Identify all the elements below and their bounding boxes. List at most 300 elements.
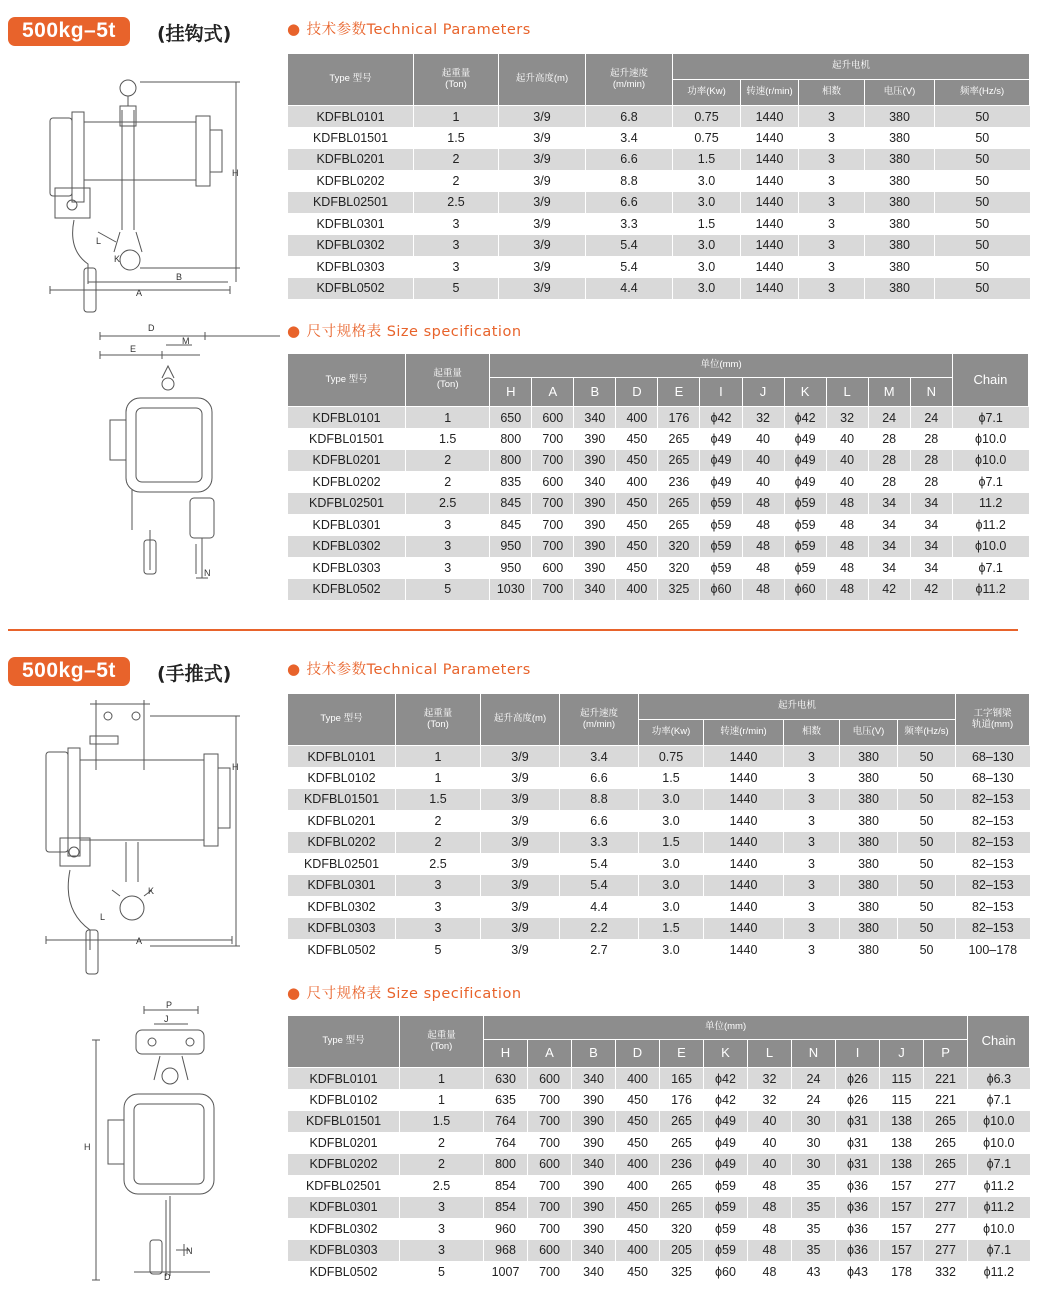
dim-label-j: J <box>164 1014 169 1024</box>
col-freq: 频率(Hz/s) <box>935 80 1030 106</box>
table-cell: 157 <box>880 1175 924 1197</box>
col-dim-p: P <box>924 1040 968 1068</box>
table-cell: 28 <box>910 471 952 493</box>
table-cell: 380 <box>840 918 898 940</box>
table-cell: 450 <box>616 557 658 579</box>
table-cell: 635 <box>484 1089 528 1111</box>
table-cell: 48 <box>748 1197 792 1219</box>
table-cell: 3/9 <box>481 746 560 768</box>
table-row <box>288 235 1030 257</box>
table-cell: ϕ59 <box>700 557 742 579</box>
bullet-icon: ● <box>287 20 301 38</box>
dim-label-a: A <box>136 288 143 298</box>
table-cell: 3/9 <box>499 127 586 149</box>
col-unit: 单位(mm) <box>484 1016 968 1040</box>
table-row <box>288 536 1029 558</box>
table-cell: 2 <box>414 170 499 192</box>
table-cell: 3/9 <box>481 918 560 940</box>
table-row <box>288 1218 1030 1240</box>
table-cell: ϕ49 <box>784 428 826 450</box>
cell-model: KDFBL0201 <box>288 149 414 171</box>
table-cell: 3 <box>784 939 840 961</box>
table-cell: 380 <box>865 192 935 214</box>
col-capacity: 起重量 (Ton) <box>400 1016 484 1068</box>
table-row <box>288 127 1030 149</box>
table-cell: ϕ11.2 <box>968 1197 1030 1219</box>
table-cell: 1440 <box>704 853 784 875</box>
table-cell: 43 <box>792 1261 836 1283</box>
table-cell: 30 <box>792 1154 836 1176</box>
table-cell: 332 <box>924 1261 968 1283</box>
table-cell: 3 <box>784 767 840 789</box>
cell-model: KDFBL0201 <box>288 450 406 472</box>
table-cell: 82–153 <box>956 810 1030 832</box>
table-cell: ϕ59 <box>704 1175 748 1197</box>
dim-label-l: L <box>100 912 106 922</box>
table-cell: 3 <box>784 832 840 854</box>
table-cell: 3/9 <box>481 810 560 832</box>
table-cell: 6.6 <box>586 192 673 214</box>
table-cell: 32 <box>748 1068 792 1090</box>
table-cell: 764 <box>484 1111 528 1133</box>
col-rpm: 转速(r/min) <box>741 80 799 106</box>
table-cell: 115 <box>880 1068 924 1090</box>
table-cell: 380 <box>865 235 935 257</box>
table-cell: 390 <box>572 1218 616 1240</box>
table-cell: 390 <box>574 450 616 472</box>
table-cell: 1440 <box>741 127 799 149</box>
table-cell: 3 <box>406 557 490 579</box>
table-cell: 1.5 <box>414 127 499 149</box>
table-cell: 1440 <box>704 875 784 897</box>
table-cell: 340 <box>572 1154 616 1176</box>
dim-label-d: D <box>148 323 155 333</box>
cell-model: KDFBL02501 <box>288 1175 400 1197</box>
cell-model: KDFBL02501 <box>288 853 396 875</box>
table-cell: 3 <box>784 896 840 918</box>
table-row <box>288 1132 1030 1154</box>
table-cell: 1 <box>396 746 481 768</box>
table-cell: 24 <box>792 1089 836 1111</box>
table-cell: 5.4 <box>560 853 639 875</box>
cell-model: KDFBL01501 <box>288 789 396 811</box>
table-cell: 50 <box>898 789 956 811</box>
table-row <box>288 407 1029 429</box>
table-cell: 68–130 <box>956 767 1030 789</box>
cell-model: KDFBL0502 <box>288 1261 400 1283</box>
table-cell: 800 <box>490 450 532 472</box>
table-cell: 236 <box>658 471 700 493</box>
col-type: Type 型号 <box>288 694 396 746</box>
table-cell: 3 <box>799 278 865 300</box>
table-cell: 700 <box>532 493 574 515</box>
table-row <box>288 939 1030 961</box>
table-cell: ϕ11.2 <box>952 579 1028 601</box>
table-cell: 1.5 <box>639 767 704 789</box>
table-cell: 854 <box>484 1197 528 1219</box>
col-chain: Chain <box>952 354 1028 407</box>
table-cell: 50 <box>935 170 1030 192</box>
col-dim-m: M <box>868 378 910 407</box>
table-cell: 50 <box>935 278 1030 300</box>
table-cell: 1 <box>406 407 490 429</box>
col-lift-speed: 起升速度 (m/min) <box>560 694 639 746</box>
table-cell: ϕ42 <box>784 407 826 429</box>
table-cell: 35 <box>792 1218 836 1240</box>
table-cell: 24 <box>792 1068 836 1090</box>
table-row <box>288 746 1030 768</box>
table-row <box>288 1089 1030 1111</box>
col-power: 功率(Kw) <box>673 80 741 106</box>
table-cell: 2 <box>396 810 481 832</box>
table-row <box>288 1261 1030 1283</box>
table-cell: 3 <box>799 127 865 149</box>
table-cell: 960 <box>484 1218 528 1240</box>
table-cell: 3.0 <box>639 789 704 811</box>
table-cell: 1.5 <box>639 832 704 854</box>
table-cell: 2.2 <box>560 918 639 940</box>
table-cell: 40 <box>742 428 784 450</box>
cell-model: KDFBL0202 <box>288 170 414 192</box>
cell-model: KDFBL0201 <box>288 1132 400 1154</box>
table-cell: 3/9 <box>481 939 560 961</box>
table-cell: 24 <box>868 407 910 429</box>
table-cell: 390 <box>572 1197 616 1219</box>
table-cell: 40 <box>742 471 784 493</box>
table-cell: 0.75 <box>673 127 741 149</box>
table-cell: 50 <box>935 127 1030 149</box>
bullet-icon: ● <box>287 322 301 340</box>
table-cell: 854 <box>484 1175 528 1197</box>
table-cell: ϕ26 <box>836 1068 880 1090</box>
col-unit: 单位(mm) <box>490 354 953 378</box>
table-cell: 5.4 <box>560 875 639 897</box>
col-dim-d: D <box>616 378 658 407</box>
table-cell: 3/9 <box>499 149 586 171</box>
table-cell: 5.4 <box>586 235 673 257</box>
table-cell: 700 <box>528 1197 572 1219</box>
table-cell: 450 <box>616 1218 660 1240</box>
table-cell: 800 <box>490 428 532 450</box>
cell-model: KDFBL01501 <box>288 127 414 149</box>
table-cell: 700 <box>528 1111 572 1133</box>
table-cell: 265 <box>924 1154 968 1176</box>
table-cell: 3.4 <box>586 127 673 149</box>
table-cell: 1440 <box>741 278 799 300</box>
table-cell: ϕ36 <box>836 1240 880 1262</box>
table-cell: 50 <box>898 875 956 897</box>
cell-model: KDFBL0502 <box>288 579 406 601</box>
table-cell: 178 <box>880 1261 924 1283</box>
table-row <box>288 896 1030 918</box>
table-cell: 3 <box>799 256 865 278</box>
table-cell: 400 <box>616 471 658 493</box>
table-cell: 28 <box>868 428 910 450</box>
table-cell: 40 <box>826 450 868 472</box>
table-cell: 3 <box>414 256 499 278</box>
table-cell: 50 <box>935 256 1030 278</box>
table-cell: 700 <box>532 428 574 450</box>
table-cell: 3 <box>414 213 499 235</box>
table-cell: 8.8 <box>586 170 673 192</box>
table-cell: 340 <box>572 1240 616 1262</box>
table-cell: 390 <box>572 1111 616 1133</box>
table-cell: 11.2 <box>952 493 1028 515</box>
table-cell: 50 <box>898 810 956 832</box>
table-cell: ϕ49 <box>700 450 742 472</box>
table-row <box>288 428 1029 450</box>
table-cell: 450 <box>616 1089 660 1111</box>
table-cell: 700 <box>528 1218 572 1240</box>
table-cell: 40 <box>826 428 868 450</box>
table-cell: 3 <box>784 810 840 832</box>
table-cell: 165 <box>660 1068 704 1090</box>
col-dim-e: E <box>658 378 700 407</box>
table-cell: 48 <box>742 514 784 536</box>
table-cell: 28 <box>910 450 952 472</box>
table-cell: 3 <box>396 918 481 940</box>
table-cell: 3 <box>799 235 865 257</box>
table-cell: 4.4 <box>560 896 639 918</box>
cell-model: KDFBL0302 <box>288 1218 400 1240</box>
table-cell: 400 <box>616 579 658 601</box>
table-cell: ϕ11.2 <box>968 1175 1030 1197</box>
dim-label-e: E <box>130 344 137 354</box>
table-cell: 3.0 <box>639 853 704 875</box>
col-dim-b: B <box>572 1040 616 1068</box>
table-cell: ϕ7.1 <box>968 1240 1030 1262</box>
table-cell: 2 <box>396 832 481 854</box>
table-cell: 35 <box>792 1240 836 1262</box>
col-phase: 相数 <box>799 80 865 106</box>
table-cell: 138 <box>880 1132 924 1154</box>
table-row <box>288 579 1029 601</box>
table-cell: 380 <box>840 746 898 768</box>
table-cell: ϕ59 <box>784 557 826 579</box>
table-cell: ϕ36 <box>836 1175 880 1197</box>
table-row <box>288 1111 1030 1133</box>
cell-model: KDFBL0303 <box>288 557 406 579</box>
table-cell: 380 <box>865 256 935 278</box>
table-cell: 450 <box>616 428 658 450</box>
table-cell: 28 <box>910 428 952 450</box>
table-row <box>288 493 1029 515</box>
section1-badge: 500kg–5t <box>8 17 130 46</box>
table-cell: ϕ49 <box>704 1132 748 1154</box>
table-cell: 82–153 <box>956 789 1030 811</box>
table-cell: 40 <box>748 1132 792 1154</box>
table-cell: ϕ60 <box>784 579 826 601</box>
table-cell: 600 <box>532 471 574 493</box>
table-cell: 265 <box>658 514 700 536</box>
table-cell: 700 <box>532 514 574 536</box>
table-cell: 0.75 <box>639 746 704 768</box>
table-cell: 380 <box>865 278 935 300</box>
table-cell: 100–178 <box>956 939 1030 961</box>
table-cell: 48 <box>748 1240 792 1262</box>
table-cell: 48 <box>748 1261 792 1283</box>
table-cell: 1.5 <box>673 213 741 235</box>
col-motor-group: 起升电机 <box>639 694 956 720</box>
table-cell: ϕ7.1 <box>952 557 1028 579</box>
table-cell: 265 <box>658 428 700 450</box>
table-cell: 82–153 <box>956 853 1030 875</box>
table-cell: 950 <box>490 557 532 579</box>
table-cell: 50 <box>898 832 956 854</box>
col-voltage: 电压(V) <box>865 80 935 106</box>
hoist-drawings <box>0 0 280 1295</box>
table-cell: ϕ49 <box>700 471 742 493</box>
table-cell: ϕ59 <box>784 493 826 515</box>
cell-model: KDFBL0201 <box>288 810 396 832</box>
table-row <box>288 1197 1030 1219</box>
table-cell: 1440 <box>741 192 799 214</box>
table-cell: 2 <box>400 1132 484 1154</box>
table-cell: 3.0 <box>673 278 741 300</box>
dim-label-b: B <box>176 272 183 282</box>
table-cell: 30 <box>792 1132 836 1154</box>
dim-label-a: A <box>136 936 143 946</box>
cell-model: KDFBL0301 <box>288 1197 400 1219</box>
table-cell: 380 <box>865 149 935 171</box>
col-dim-k: K <box>784 378 826 407</box>
table-cell: 390 <box>574 557 616 579</box>
table-cell: 40 <box>748 1111 792 1133</box>
section1-size-title: ● 尺寸规格表 Size specification <box>287 322 522 340</box>
cell-model: KDFBL0301 <box>288 875 396 897</box>
table-row <box>288 149 1030 171</box>
table-cell: 1440 <box>704 767 784 789</box>
table-cell: 6.6 <box>586 149 673 171</box>
table-cell: 3 <box>400 1240 484 1262</box>
table-cell: 2.5 <box>400 1175 484 1197</box>
table-cell: 50 <box>898 853 956 875</box>
table-cell: 50 <box>935 149 1030 171</box>
col-capacity: 起重量 (Ton) <box>414 54 499 106</box>
table-cell: 35 <box>792 1175 836 1197</box>
table-cell: 2 <box>414 149 499 171</box>
table-cell: 380 <box>865 106 935 128</box>
table-cell: ϕ7.1 <box>968 1154 1030 1176</box>
col-dim-j: J <box>742 378 784 407</box>
table-cell: 950 <box>490 536 532 558</box>
table-cell: 68–130 <box>956 746 1030 768</box>
col-dim-e: E <box>660 1040 704 1068</box>
col-dim-b: B <box>574 378 616 407</box>
table-cell: 1 <box>400 1068 484 1090</box>
table-cell: 1030 <box>490 579 532 601</box>
table-cell: 35 <box>792 1197 836 1219</box>
table-cell: 34 <box>868 514 910 536</box>
cell-model: KDFBL02501 <box>288 192 414 214</box>
table-cell: 400 <box>616 1154 660 1176</box>
hook-hoist-side-drawing <box>50 80 240 312</box>
table-cell: 6.6 <box>560 767 639 789</box>
table-cell: 1440 <box>741 256 799 278</box>
table-cell: 265 <box>924 1111 968 1133</box>
table-cell: 390 <box>572 1132 616 1154</box>
table-cell: 3 <box>799 106 865 128</box>
cell-model: KDFBL0101 <box>288 106 414 128</box>
table-cell: 34 <box>910 557 952 579</box>
table-cell: 3 <box>784 746 840 768</box>
table-cell: 1.5 <box>673 149 741 171</box>
table-cell: 390 <box>572 1175 616 1197</box>
table-row <box>288 450 1029 472</box>
col-dim-h: H <box>484 1040 528 1068</box>
table-cell: ϕ49 <box>704 1154 748 1176</box>
table-cell: 265 <box>660 1132 704 1154</box>
section1-tech-table <box>287 53 1030 299</box>
push-hoist-side-drawing <box>46 700 240 974</box>
table-cell: 32 <box>826 407 868 429</box>
table-row <box>288 1240 1030 1262</box>
table-cell: 34 <box>868 536 910 558</box>
table-cell: 3 <box>406 536 490 558</box>
table-cell: ϕ10.0 <box>968 1111 1030 1133</box>
cell-model: KDFBL0302 <box>288 896 396 918</box>
table-cell: 1440 <box>741 213 799 235</box>
table-cell: 48 <box>742 579 784 601</box>
table-row <box>288 1068 1030 1090</box>
table-cell: 277 <box>924 1197 968 1219</box>
table-cell: 400 <box>616 1175 660 1197</box>
table-cell: 380 <box>840 832 898 854</box>
table-cell: 138 <box>880 1111 924 1133</box>
col-dim-a: A <box>532 378 574 407</box>
table-cell: 3 <box>400 1218 484 1240</box>
cell-model: KDFBL0202 <box>288 471 406 493</box>
col-voltage: 电压(V) <box>840 720 898 746</box>
table-cell: 390 <box>574 493 616 515</box>
table-cell: ϕ10.0 <box>968 1218 1030 1240</box>
table-cell: 34 <box>868 557 910 579</box>
table-cell: 3/9 <box>481 896 560 918</box>
table-row <box>288 170 1030 192</box>
col-dim-n: N <box>792 1040 836 1068</box>
table-cell: ϕ60 <box>704 1261 748 1283</box>
table-cell: 1.5 <box>400 1111 484 1133</box>
bullet-icon: ● <box>287 984 301 1002</box>
table-cell: 32 <box>748 1089 792 1111</box>
table-cell: ϕ49 <box>784 450 826 472</box>
table-cell: 600 <box>528 1068 572 1090</box>
col-dim-j: J <box>880 1040 924 1068</box>
table-cell: 277 <box>924 1218 968 1240</box>
table-cell: 600 <box>528 1154 572 1176</box>
table-cell: ϕ42 <box>700 407 742 429</box>
section1-tech-title: ● 技术参数Technical Parameters <box>287 20 531 38</box>
table-cell: 700 <box>528 1175 572 1197</box>
cell-model: KDFBL0502 <box>288 278 414 300</box>
table-cell: 115 <box>880 1089 924 1111</box>
table-cell: 48 <box>748 1175 792 1197</box>
table-cell: ϕ10.0 <box>968 1132 1030 1154</box>
table-cell: 390 <box>572 1089 616 1111</box>
col-dim-h: H <box>490 378 532 407</box>
table-cell: ϕ31 <box>836 1154 880 1176</box>
table-cell: 1440 <box>704 746 784 768</box>
table-row <box>288 557 1029 579</box>
table-cell: 400 <box>616 1240 660 1262</box>
col-lift-height: 起升高度(m) <box>499 54 586 106</box>
table-cell: ϕ43 <box>836 1261 880 1283</box>
table-cell: ϕ10.0 <box>952 450 1028 472</box>
table-cell: 2.5 <box>406 493 490 515</box>
table-cell: 3 <box>799 170 865 192</box>
table-cell: 1440 <box>704 918 784 940</box>
table-cell: 3 <box>799 192 865 214</box>
